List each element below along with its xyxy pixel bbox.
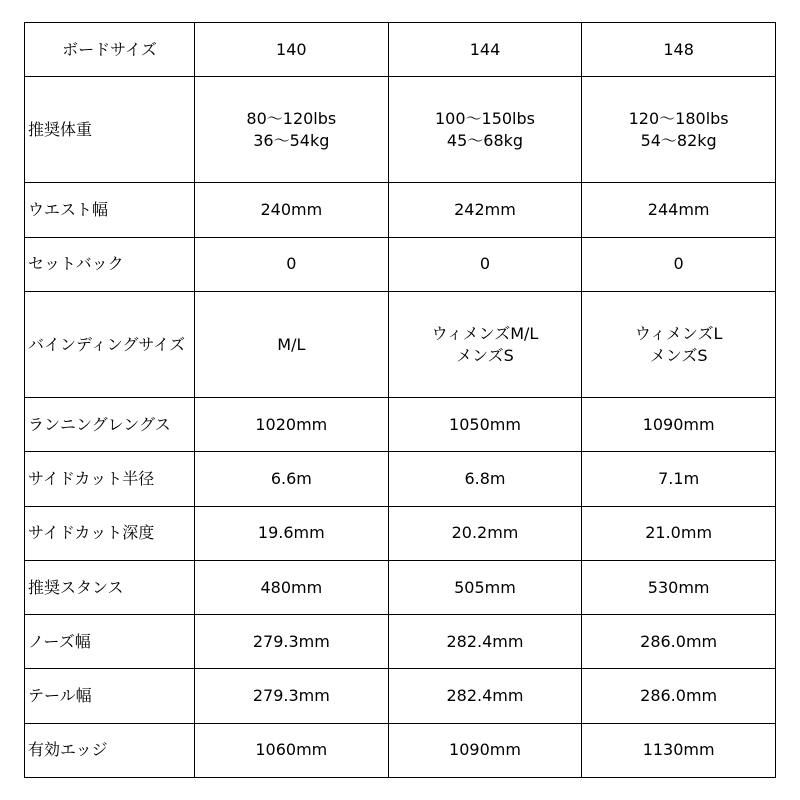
value-cell — [195, 615, 389, 669]
value-cell — [195, 77, 389, 183]
value-cell — [195, 291, 389, 397]
cell-text-line: 1090mm — [642, 414, 715, 434]
cell-text-line: 120～180lbs — [628, 108, 729, 128]
cell-text-line: 279.3mm — [252, 631, 330, 651]
cell-text-line: 240mm — [260, 200, 323, 220]
value-cell — [388, 723, 582, 777]
cell-text-line: 6.8m — [464, 469, 506, 489]
value-cell — [388, 615, 582, 669]
cell-text-line: 45～68kg — [446, 130, 524, 150]
value-cell — [582, 506, 776, 560]
value-cell — [388, 452, 582, 506]
cell-text-line: 282.4mm — [446, 631, 524, 651]
cell-text-line: 21.0mm — [645, 523, 713, 543]
table-row — [25, 398, 776, 452]
table-row — [25, 560, 776, 614]
cell-text-line: 100～150lbs — [434, 108, 535, 128]
row-label: テール幅 — [25, 669, 195, 723]
value-cell — [195, 452, 389, 506]
value-cell — [195, 183, 389, 237]
table-row — [25, 669, 776, 723]
cell-text-line: 244mm — [647, 200, 710, 220]
value-cell — [388, 183, 582, 237]
row-label: セットバック — [25, 237, 195, 291]
cell-text-line: 1050mm — [449, 414, 521, 434]
row-label: ウエスト幅 — [25, 183, 195, 237]
value-cell — [388, 398, 582, 452]
table-row — [25, 723, 776, 777]
row-label: 推奨体重 — [25, 77, 195, 183]
value-cell — [195, 723, 389, 777]
value-cell — [388, 669, 582, 723]
cell-text-line: ウィメンズL — [634, 323, 723, 343]
cell-text-line: 6.6m — [270, 469, 312, 489]
value-cell — [195, 560, 389, 614]
row-label: ノーズ幅 — [25, 615, 195, 669]
row-label: バインディングサイズ — [25, 291, 195, 397]
table-row — [25, 452, 776, 506]
table-row — [25, 615, 776, 669]
cell-text-line: 1130mm — [642, 740, 715, 760]
cell-text-line: 480mm — [260, 577, 323, 597]
cell-text-line: 1020mm — [255, 414, 328, 434]
value-cell — [195, 506, 389, 560]
cell-text-line: 0 — [479, 254, 491, 274]
value-cell — [582, 291, 776, 397]
cell-text-line: 530mm — [647, 577, 710, 597]
cell-text-line: M/L — [277, 334, 306, 354]
cell-text-line: ウィメンズM/L — [431, 323, 539, 343]
cell-text-line: 7.1m — [658, 469, 700, 489]
cell-text-line: メンズS — [649, 345, 708, 365]
row-label: サイドカット深度 — [25, 506, 195, 560]
table-row — [25, 237, 776, 291]
cell-text-line: 505mm — [454, 577, 516, 597]
cell-text-line: 279.3mm — [252, 686, 330, 706]
board-spec-table — [24, 22, 776, 778]
value-cell — [582, 452, 776, 506]
header-size-148: 148 — [582, 23, 776, 77]
row-label: 有効エッジ — [25, 723, 195, 777]
value-cell — [582, 560, 776, 614]
row-label: ランニングレングス — [25, 398, 195, 452]
table-row — [25, 77, 776, 183]
table-row — [25, 506, 776, 560]
value-cell — [582, 398, 776, 452]
row-label: サイドカット半径 — [25, 452, 195, 506]
cell-text-line: 0 — [673, 254, 684, 274]
value-cell — [582, 669, 776, 723]
value-cell — [582, 615, 776, 669]
value-cell — [582, 183, 776, 237]
table-row — [25, 183, 776, 237]
cell-text-line: 20.2mm — [451, 523, 519, 543]
cell-text-line: 19.6mm — [257, 523, 325, 543]
value-cell — [195, 237, 389, 291]
value-cell — [388, 77, 582, 183]
value-cell — [195, 669, 389, 723]
value-cell — [195, 398, 389, 452]
value-cell — [582, 237, 776, 291]
cell-text-line: 1060mm — [255, 740, 328, 760]
cell-text-line: 0 — [286, 254, 297, 274]
cell-text-line: 286.0mm — [640, 631, 718, 651]
header-size-140: 140 — [195, 23, 389, 77]
cell-text-line: メンズS — [456, 345, 514, 365]
table-row — [25, 291, 776, 397]
header-row — [25, 23, 776, 77]
cell-text-line: 36～54kg — [253, 130, 330, 150]
cell-text-line: 242mm — [454, 200, 516, 220]
value-cell — [388, 291, 582, 397]
value-cell — [388, 560, 582, 614]
value-cell — [582, 723, 776, 777]
cell-text-line: 282.4mm — [446, 686, 524, 706]
cell-text-line: 1090mm — [449, 740, 521, 760]
value-cell — [582, 77, 776, 183]
spec-table-body — [25, 23, 776, 778]
cell-text-line: 54～82kg — [640, 130, 717, 150]
value-cell — [388, 506, 582, 560]
header-size-144: 144 — [388, 23, 582, 77]
cell-text-line: 286.0mm — [640, 686, 718, 706]
cell-text-line: 80～120lbs — [246, 108, 337, 128]
row-label: 推奨スタンス — [25, 560, 195, 614]
header-label-cell: ボードサイズ — [25, 23, 195, 77]
value-cell — [388, 237, 582, 291]
